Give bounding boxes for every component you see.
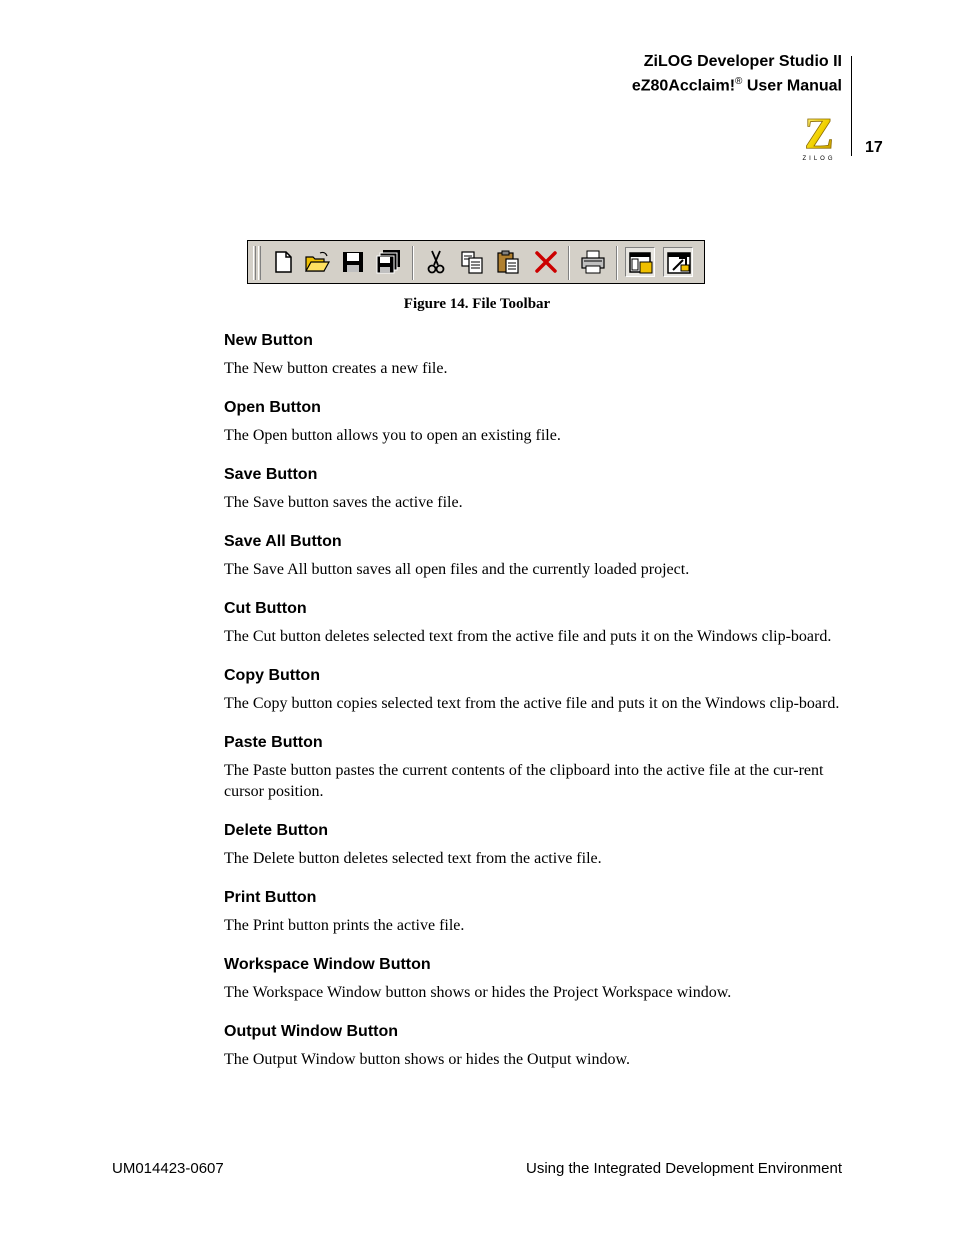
save-icon — [338, 247, 368, 277]
toolbar-separator — [568, 246, 570, 280]
header-divider — [851, 56, 852, 156]
copy-button[interactable] — [457, 247, 487, 277]
section-body: The Workspace Window button shows or hides the Project Workspace window. — [224, 984, 732, 1001]
paste-button[interactable] — [493, 247, 523, 277]
section-heading: Cut Button — [224, 600, 307, 617]
print-button[interactable] — [578, 247, 608, 277]
section-body: The Paste button pastes the current contents of the clipboard into the active file at the cur-rent cursor position. — [224, 762, 824, 800]
section-body: The Delete button deletes selected text from the active file. — [224, 850, 602, 867]
chapter-title: Using the Integrated Development Environment — [525, 1160, 842, 1177]
document-id: UM014423-0607 — [112, 1160, 224, 1177]
section-heading: Copy Button — [224, 667, 320, 684]
paste-icon — [493, 247, 523, 277]
figure-caption: Figure 14. File Toolbar — [403, 296, 551, 312]
section-heading: Save All Button — [224, 533, 342, 550]
cut-button[interactable] — [421, 247, 451, 277]
delete-icon — [531, 247, 561, 277]
header-title-line1: ZiLOG Developer Studio II — [643, 53, 842, 70]
section-print-button — [224, 888, 844, 936]
new-file-icon — [268, 247, 298, 277]
section-body: The Cut button deletes selected text from the active file and puts it on the Windows clip-board. — [224, 628, 832, 645]
section-heading: New Button — [224, 332, 313, 349]
section-save-button — [224, 465, 844, 513]
logo-letter: Z — [804, 112, 834, 158]
header-product: eZ80Acclaim! — [631, 77, 736, 95]
section-heading: Output Window Button — [224, 1023, 399, 1040]
section-paste-button — [224, 733, 844, 802]
toolbar-grip[interactable] — [253, 246, 256, 280]
header-suffix: User Manual — [742, 77, 842, 95]
section-output-window-button — [224, 1022, 844, 1070]
section-heading: Open Button — [224, 399, 321, 416]
section-body: The New button creates a new file. — [224, 360, 448, 377]
print-icon — [578, 247, 608, 277]
registered-mark: ® — [735, 76, 743, 87]
section-open-button — [224, 398, 844, 446]
save-all-icon — [374, 247, 404, 277]
toolbar-separator — [616, 246, 618, 280]
button-descriptions — [224, 331, 844, 1089]
save-button[interactable] — [338, 247, 368, 277]
section-workspace-window-button — [224, 955, 844, 1003]
delete-button[interactable] — [531, 247, 561, 277]
section-delete-button — [224, 821, 844, 869]
workspace-window-button[interactable] — [625, 247, 655, 277]
section-heading: Save Button — [224, 466, 318, 483]
workspace-window-icon — [626, 248, 656, 278]
copy-icon — [457, 247, 487, 277]
section-body: The Output Window button shows or hides the Output window. — [224, 1051, 630, 1068]
output-window-icon — [664, 248, 694, 278]
section-new-button — [224, 331, 844, 379]
section-heading: Workspace Window Button — [224, 956, 431, 973]
section-heading: Print Button — [224, 889, 317, 906]
section-body: The Save button saves the active file. — [224, 494, 463, 511]
section-heading: Paste Button — [224, 734, 323, 751]
toolbar-grip[interactable] — [258, 246, 261, 280]
page-number: 17 — [865, 139, 883, 156]
section-cut-button — [224, 599, 844, 647]
header-title-line2 — [632, 72, 842, 96]
section-body: The Print button prints the active file. — [224, 917, 465, 934]
section-save-all-button — [224, 532, 844, 580]
section-heading: Delete Button — [224, 822, 328, 839]
open-button[interactable] — [302, 247, 332, 277]
document-header — [632, 52, 842, 96]
save-all-button[interactable] — [374, 247, 404, 277]
cut-icon — [421, 247, 451, 277]
zilog-logo-icon — [795, 112, 843, 162]
file-toolbar — [247, 240, 705, 284]
section-body: The Copy button copies selected text from the active file and puts it on the Windows clip-board. — [224, 695, 840, 712]
output-window-button[interactable] — [663, 247, 693, 277]
section-body: The Save All button saves all open files and the currently loaded project. — [224, 561, 690, 578]
open-folder-icon — [302, 247, 332, 277]
new-button[interactable] — [268, 247, 298, 277]
section-copy-button — [224, 666, 844, 714]
logo-text: ZILOG — [802, 156, 836, 162]
section-body: The Open button allows you to open an existing file. — [224, 427, 561, 444]
toolbar-separator — [412, 246, 414, 280]
